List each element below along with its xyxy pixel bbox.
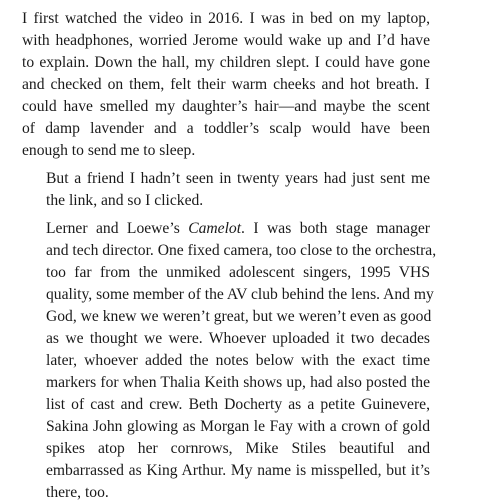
- text-line: enough to send me to sleep.: [22, 142, 196, 159]
- text-line: spikes atop her cornrows, Mike Stiles beautiful and: [46, 440, 430, 457]
- text-line: Sakina John glowing as Morgan le Fay with a crown of gold: [46, 418, 430, 435]
- text-line: quality, some member of the AV club behind the lens. And my: [46, 286, 434, 303]
- text-line: and tech director. One fixed camera, too close to the orchestra,: [46, 242, 437, 259]
- text-line: with headphones, worried Jerome would wake up and I’d have: [22, 32, 430, 49]
- text-line: of damp lavender and a toddler’s scalp would have been: [22, 120, 430, 137]
- document-page: [22, 8, 437, 504]
- text-line: as we thought we were. Whoever uploaded it two decades: [46, 330, 430, 347]
- text-line: But a friend I hadn’t seen in twenty years had just sent me: [46, 170, 430, 187]
- text-line: [22, 218, 430, 240]
- play-title: Camelot: [188, 220, 242, 237]
- text-line: and checked on them, felt their warm cheeks and hot breath. I: [22, 76, 430, 93]
- text-line: later, whoever added the notes below with the exact time: [46, 352, 430, 369]
- text-line: markers for when Thalia Keith shows up, had also posted the: [46, 374, 430, 391]
- text-line: embarrassed as King Arthur. My name is misspelled, but it’s: [46, 462, 430, 479]
- text-line: there, too.: [46, 484, 109, 501]
- text-line: the link, and so I clicked.: [46, 192, 204, 209]
- text-line: too far from the unmiked adolescent singers, 1995 VHS: [46, 264, 430, 281]
- text-line: to explain. Down the hall, my children slept. I could have gone: [22, 54, 430, 71]
- text-line: list of cast and crew. Beth Docherty as a petite Guinevere,: [46, 396, 430, 413]
- paragraph-2: [22, 168, 430, 212]
- text-line: God, we knew we weren’t great, but we weren’t even as good: [46, 308, 432, 325]
- paragraph-3: [22, 218, 437, 504]
- text-fragment: Lerner and Loewe’s: [46, 220, 189, 237]
- paragraph-1: [22, 8, 430, 162]
- text-fragment: . I was both stage manager: [241, 220, 431, 237]
- text-line: could have smelled my daughter’s hair—and maybe the scent: [22, 98, 430, 115]
- text-line: I first watched the video in 2016. I was in bed on my laptop,: [22, 10, 430, 27]
